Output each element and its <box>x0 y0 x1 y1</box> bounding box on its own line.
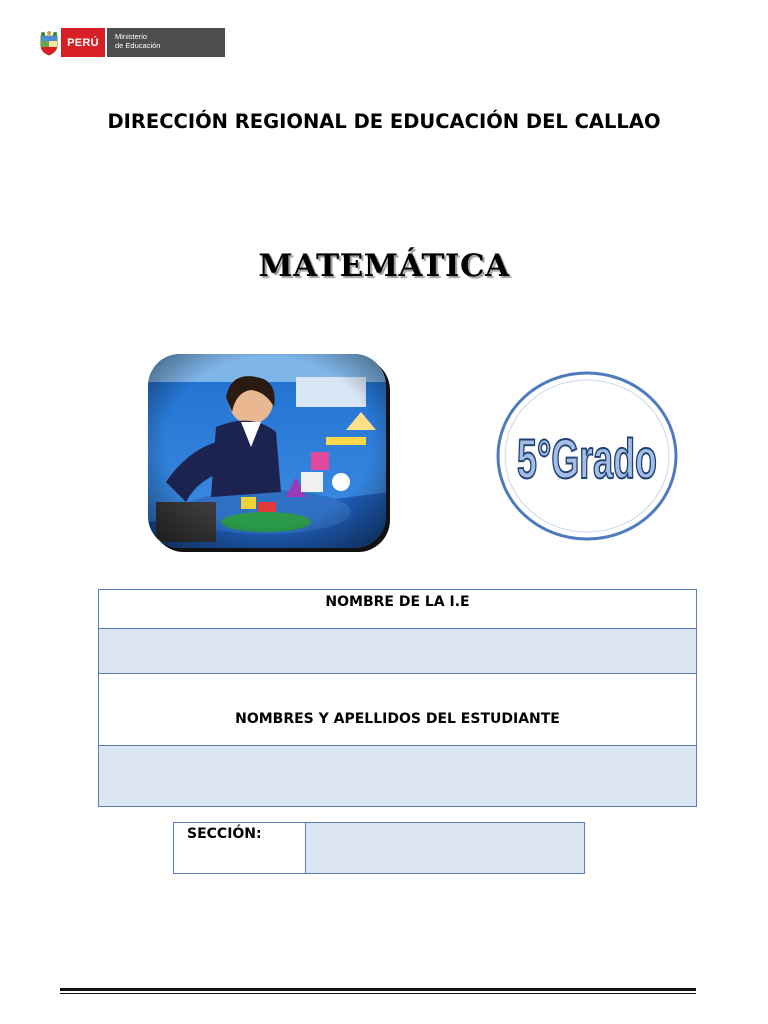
section-label: SECCIÓN: <box>174 823 306 874</box>
logo-ministry-line2: de Educación <box>115 40 161 50</box>
ministry-logo <box>37 28 225 57</box>
logo-ministry-line1: Ministerio <box>115 32 148 41</box>
grade-badge-text: 5°Grado <box>517 428 657 490</box>
school-name-field[interactable] <box>99 629 697 674</box>
logo-country: PERÚ <box>61 28 105 57</box>
page-heading: DIRECCIÓN REGIONAL DE EDUCACIÓN DEL CALLAO <box>107 110 661 133</box>
student-info-table <box>98 589 697 807</box>
student-photo <box>146 352 391 552</box>
student-name-label: NOMBRES Y APELLIDOS DEL ESTUDIANTE <box>99 674 697 746</box>
subject-title: MATEMÁTICA <box>258 248 510 284</box>
section-field[interactable] <box>306 823 585 874</box>
footer-rule <box>60 988 696 991</box>
school-name-label: NOMBRE DE LA I.E <box>99 590 697 629</box>
coat-of-arms-icon <box>37 28 61 57</box>
grade-badge <box>495 370 680 545</box>
section-table <box>173 822 585 874</box>
logo-ministry-name <box>105 28 225 57</box>
student-name-field[interactable] <box>99 746 697 807</box>
footer-rule-thin <box>60 993 696 994</box>
